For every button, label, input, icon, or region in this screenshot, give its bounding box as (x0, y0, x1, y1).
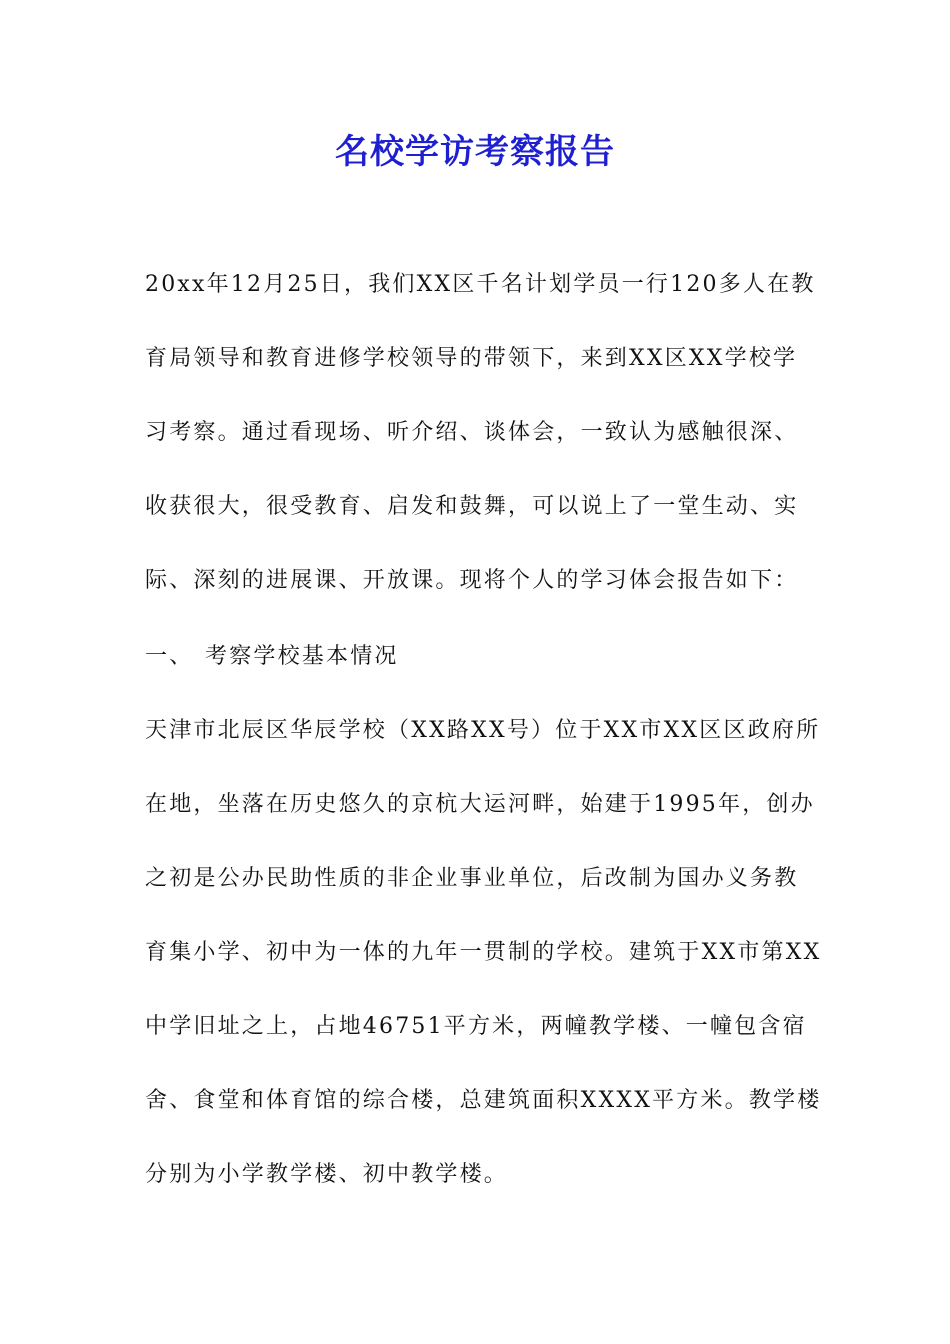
paragraph-line: 收获很大，很受教育、启发和鼓舞，可以说上了一堂生动、实 (145, 494, 799, 519)
document-title: 名校学访考察报告 (335, 132, 615, 172)
paragraph-line: 习考察。通过看现场、听介绍、谈体会，一致认为感触很深、 (145, 420, 799, 445)
paragraph-line: 分别为小学教学楼、初中教学楼。 (145, 1162, 509, 1187)
paragraph-line: 际、深刻的进展课、开放课。现将个人的学习体会报告如下： (145, 568, 799, 593)
paragraph-line: 舍、食堂和体育馆的综合楼，总建筑面积XXXX平方米。教学楼 (145, 1088, 822, 1113)
section-heading (145, 640, 815, 674)
paragraph-line: 之初是公办民助性质的非企业事业单位，后改制为国办义务教 (145, 866, 799, 891)
paragraph-line: 育集小学、初中为一体的九年一贯制的学校。建筑于XX市第XX (145, 940, 822, 965)
paragraph-line: 在地，坐落在历史悠久的京杭大运河畔，始建于1995年，创办 (145, 792, 815, 817)
paragraph-line: 天津市北辰区华辰学校（XX路XX号）位于XX市XX区区政府所 (145, 718, 821, 743)
section-heading-text: 考察学校基本情况 (205, 644, 399, 669)
paragraph-line: 育局领导和教育进修学校领导的带领下，来到XX区XX学校学 (145, 346, 798, 371)
section-number: 一、 (145, 644, 194, 669)
paragraph-line: 中学旧址之上，占地46751平方米，两幢教学楼、一幢包含宿 (145, 1014, 807, 1039)
paragraph-line: 20xx年12月25日，我们XX区千名计划学员一行120多人在教 (145, 272, 816, 297)
